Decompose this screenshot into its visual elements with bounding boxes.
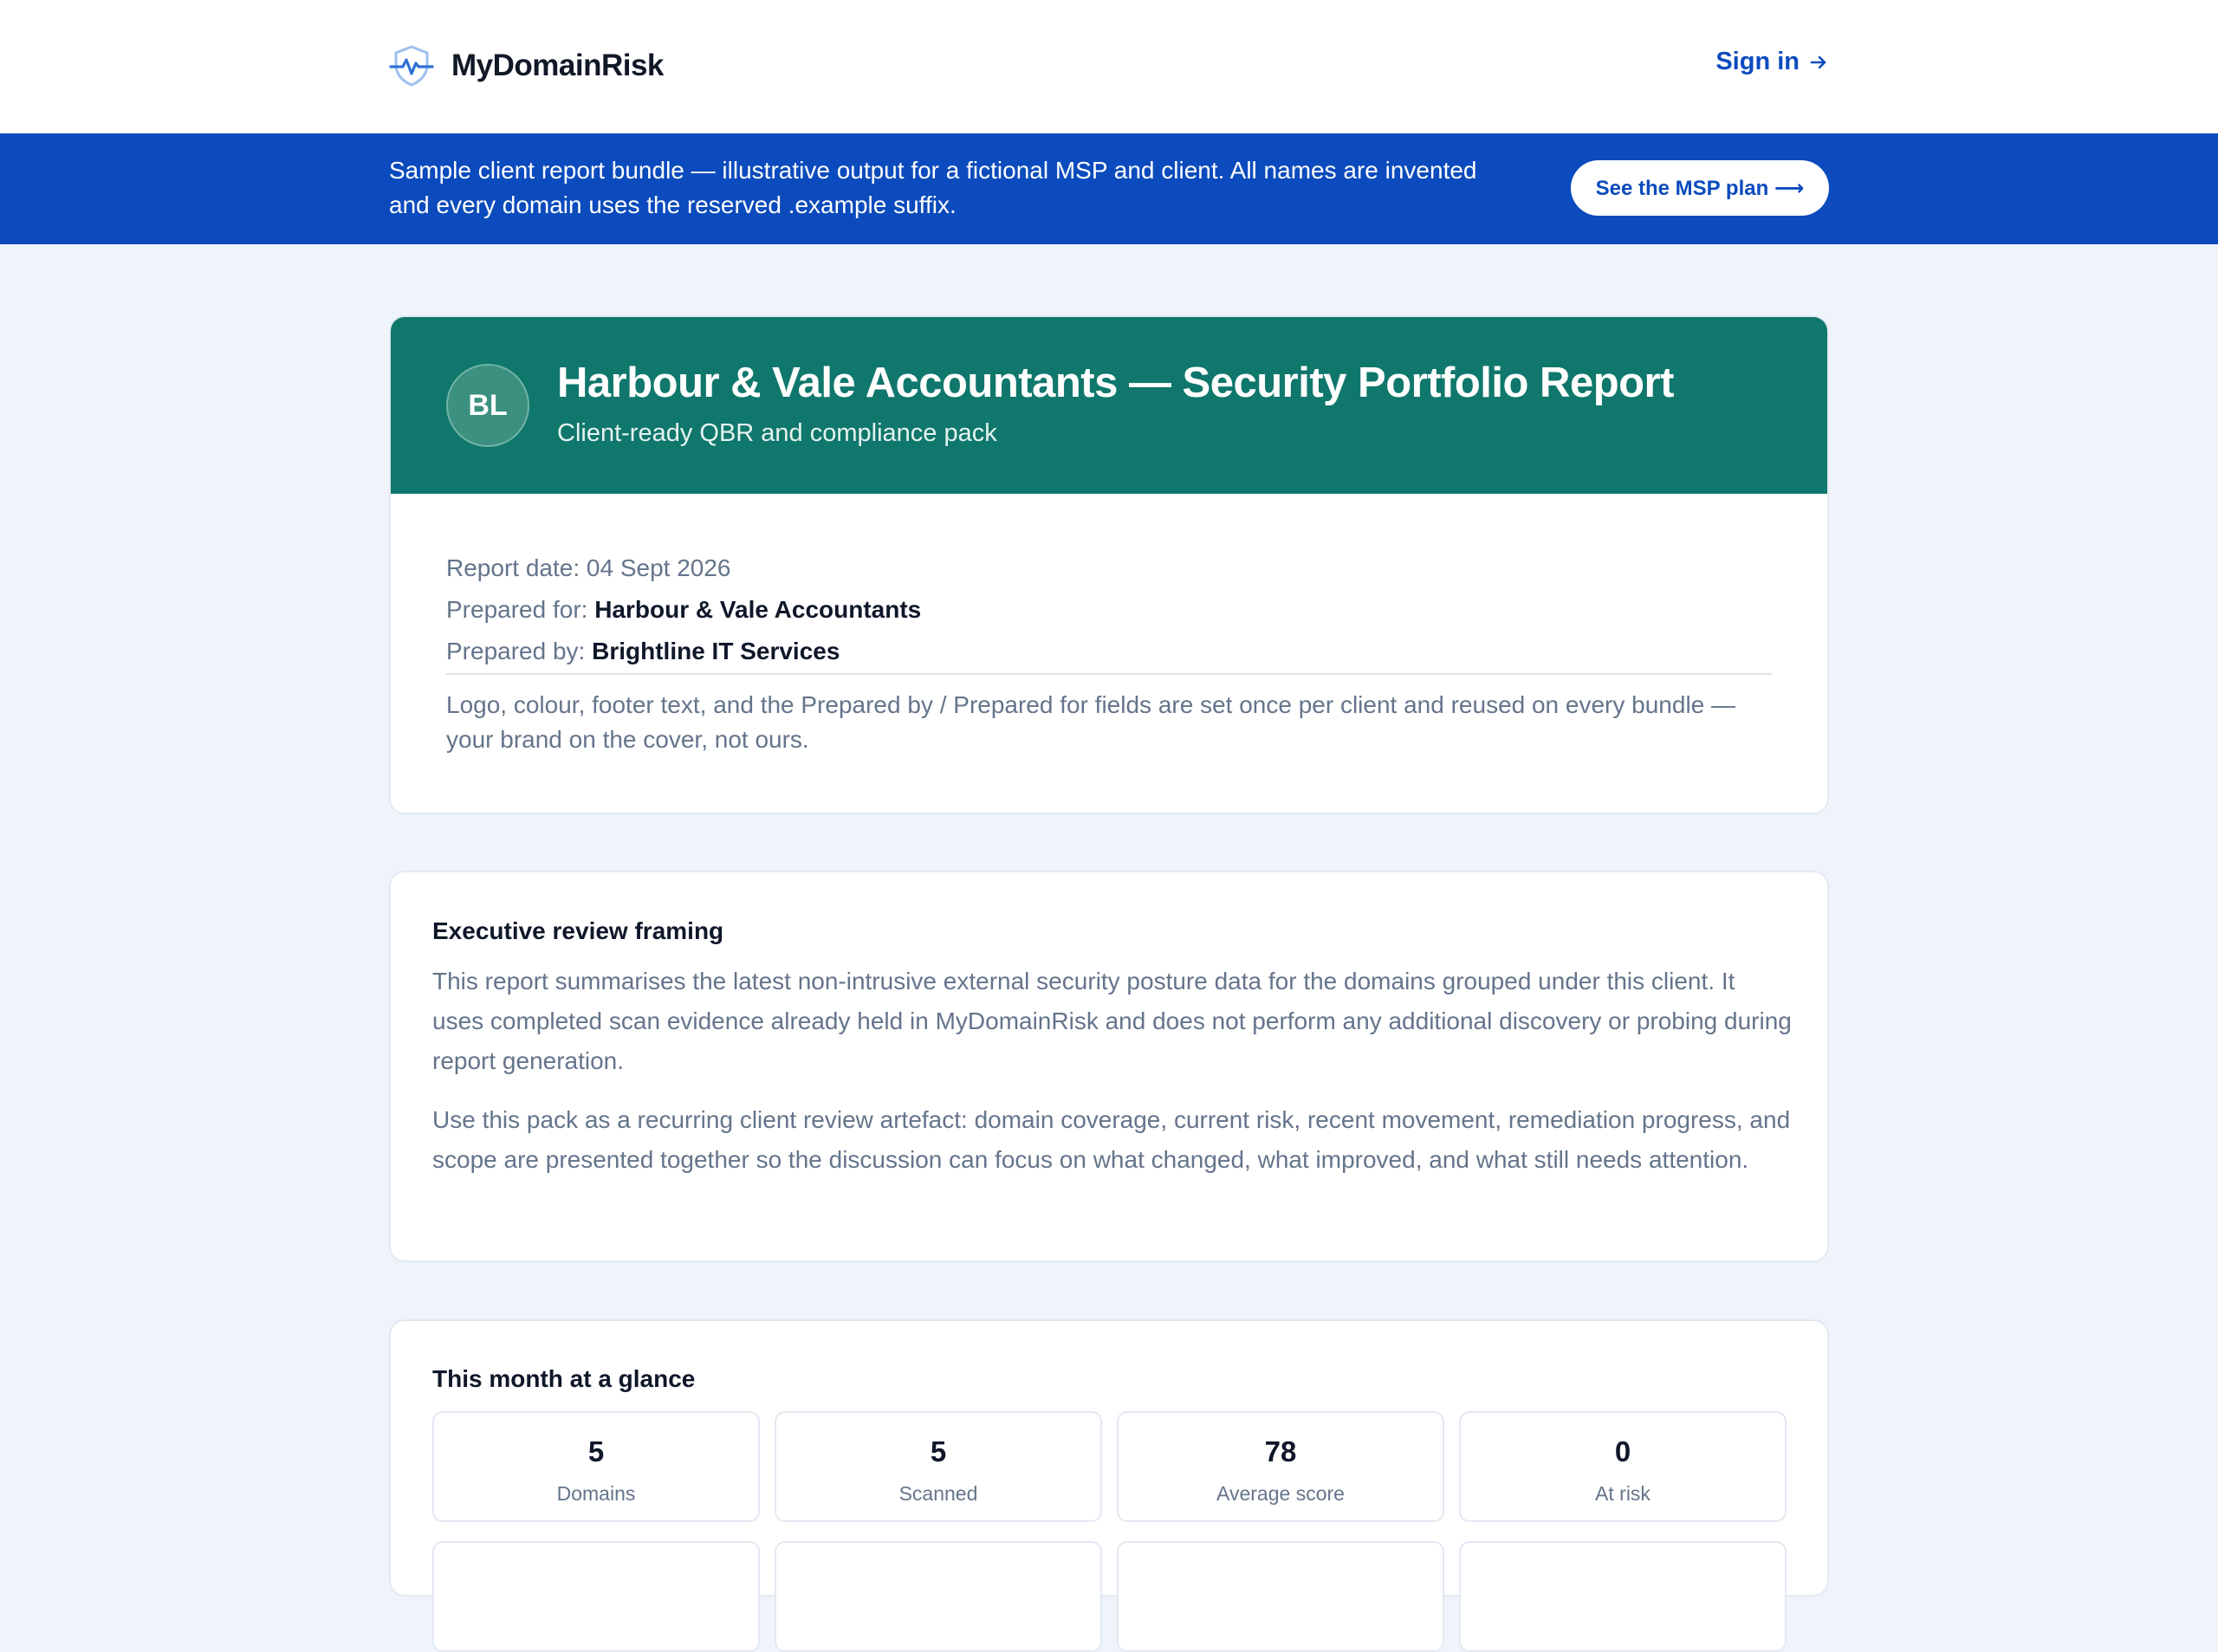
- shield-pulse-icon: [389, 43, 434, 88]
- stat-label: Average score: [1216, 1482, 1345, 1505]
- stat-domains: [432, 1411, 760, 1522]
- prepared-for-row: [446, 589, 921, 631]
- prepared-by-label: Prepared by:: [446, 638, 586, 664]
- sign-in-link[interactable]: [1715, 48, 1829, 76]
- client-avatar: BL: [446, 364, 529, 447]
- report-date-row: [446, 547, 921, 589]
- stat-card-row-2: [775, 1541, 1102, 1652]
- stat-label: At risk: [1595, 1482, 1651, 1505]
- banner-text: Sample client report bundle — illustrative output for a fictional MSP and client. All names are invented and every domain uses the reserved .example suffix.: [389, 157, 1477, 218]
- report-date-value: 04 Sept 2026: [586, 554, 731, 581]
- report-subtitle: Client-ready QBR and compliance pack: [557, 419, 997, 447]
- executive-review-title: Executive review framing: [432, 917, 724, 944]
- branding-note: Logo, colour, footer text, and the Prepared by / Prepared for fields are set once per client and reused on every bundle — your brand on the cover, not ours.: [446, 691, 1736, 753]
- report-title: Harbour & Vale Accountants — Security Portfolio Report: [557, 360, 1674, 406]
- glance-title: This month at a glance: [432, 1365, 696, 1392]
- brand-name: MyDomainRisk: [451, 49, 664, 82]
- meta-divider: [446, 673, 1772, 675]
- prepared-by-row: [446, 631, 921, 672]
- stat-scanned: [775, 1411, 1102, 1522]
- prepared-for-label: Prepared for:: [446, 596, 588, 623]
- see-msp-plan-button[interactable]: [1571, 160, 1829, 216]
- executive-review-card: [389, 871, 1829, 1262]
- stat-card-row-2: [1459, 1541, 1787, 1652]
- report-cover-card: [389, 315, 1829, 814]
- month-at-a-glance-card: [389, 1319, 1829, 1597]
- stat-label: Scanned: [898, 1482, 978, 1505]
- prepared-by-value: Brightline IT Services: [592, 638, 840, 664]
- sign-in-label: Sign in: [1715, 48, 1800, 75]
- stat-label: Domains: [556, 1482, 636, 1505]
- brand-logo[interactable]: [389, 42, 664, 90]
- stat-value: 0: [1614, 1435, 1631, 1467]
- stat-value: 5: [930, 1435, 947, 1467]
- report-header: [391, 317, 1827, 494]
- arrow-right-icon: [1808, 52, 1829, 73]
- stat-value: 78: [1264, 1435, 1297, 1467]
- report-meta: [446, 547, 921, 672]
- see-msp-plan-label: See the MSP plan ⟶: [1595, 176, 1805, 200]
- sample-notice-banner: [0, 133, 2218, 244]
- executive-paragraph-2: Use this pack as a recurring client review artefact: domain coverage, current risk, recent movement, remediation progress, and scope are presented together so the discussion can focus on what changed, what improved, and what still needs attention.: [432, 1106, 1791, 1173]
- top-navigation-bar: [0, 0, 2218, 133]
- stat-card-row-2: [1117, 1541, 1444, 1652]
- stat-at-risk: [1459, 1411, 1787, 1522]
- report-date-label: Report date:: [446, 554, 580, 581]
- stat-average-score: [1117, 1411, 1444, 1522]
- executive-paragraph-1: This report summarises the latest non-intrusive external security posture data for the domains grouped under this client. It uses completed scan evidence already held in MyDomainRisk and does not perform any additional discovery or probing during report generation.: [432, 968, 1792, 1074]
- stat-value: 5: [587, 1435, 605, 1467]
- prepared-for-value: Harbour & Vale Accountants: [594, 596, 922, 623]
- stat-card-row-2: [432, 1541, 760, 1652]
